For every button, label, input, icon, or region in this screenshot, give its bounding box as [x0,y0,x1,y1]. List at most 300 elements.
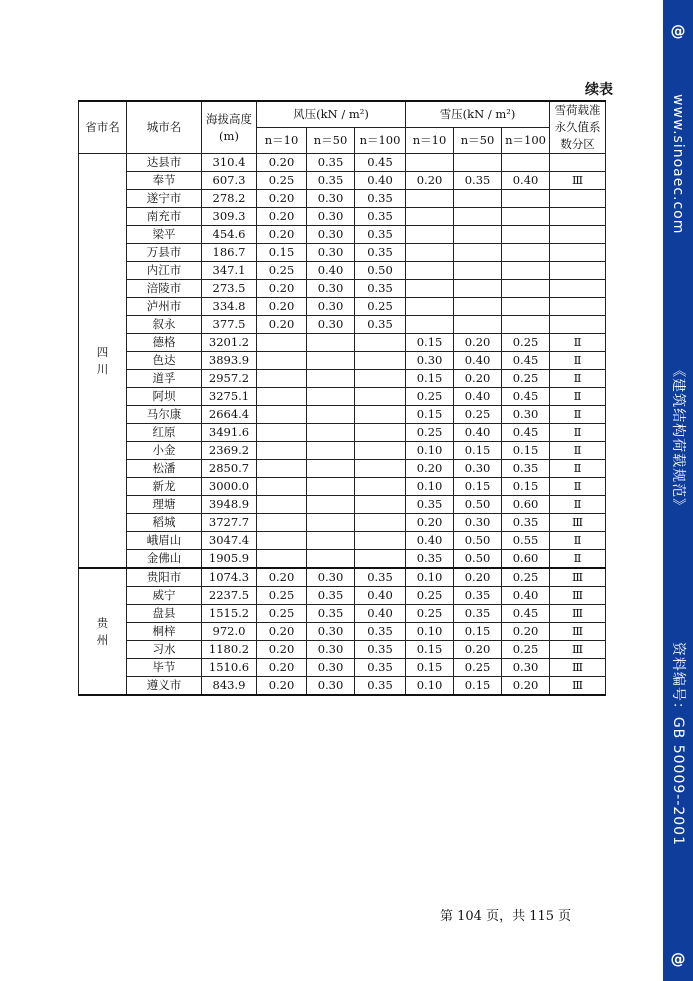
snow-n10-cell: 0.10 [406,442,454,460]
wind-n100-cell: 0.35 [355,280,406,298]
table-row [79,496,606,514]
snow-n100-cell [502,208,550,226]
snow-n100-cell: 0.45 [502,388,550,406]
table-row [79,316,606,334]
altitude-cell: 2369.2 [202,442,257,460]
city-cell: 遂宁市 [127,190,202,208]
header-altitude-line2: (m) [219,128,239,143]
wind-n50-cell: 0.30 [307,244,355,262]
altitude-cell: 3948.9 [202,496,257,514]
wind-n50-cell: 0.30 [307,280,355,298]
at-icon: @ [670,950,686,968]
altitude-cell: 1510.6 [202,659,257,677]
city-cell: 新龙 [127,478,202,496]
city-cell: 梁平 [127,226,202,244]
snow-n100-cell: 0.15 [502,478,550,496]
wind-n100-cell: 0.35 [355,190,406,208]
table-row [79,262,606,280]
altitude-cell: 2850.7 [202,460,257,478]
table-row [79,424,606,442]
wind-n10-cell [257,424,307,442]
snow-n100-cell: 0.25 [502,334,550,352]
city-cell: 理塘 [127,496,202,514]
wind-n50-cell [307,532,355,550]
header-wind-pressure: 风压(kN / m²) [257,101,406,128]
snow-n100-cell: 0.25 [502,641,550,659]
snow-n100-cell [502,226,550,244]
altitude-cell: 3000.0 [202,478,257,496]
wind-n10-cell [257,352,307,370]
city-cell: 贵阳市 [127,568,202,587]
book-title: 《建筑结构荷载规范》 [670,363,686,514]
snow-n100-cell: 0.45 [502,424,550,442]
wind-n100-cell [355,460,406,478]
snow-n100-cell [502,154,550,172]
province-char: 四 [96,344,109,359]
wind-n10-cell [257,460,307,478]
wind-n10-cell: 0.20 [257,568,307,587]
snow-n10-cell: 0.25 [406,605,454,623]
wind-n100-cell: 0.50 [355,262,406,280]
snow-n50-cell [454,154,502,172]
snow-n50-cell [454,298,502,316]
snow-zone-cell: Ⅲ [550,568,606,587]
snow-n50-cell: 0.15 [454,442,502,460]
snow-n50-cell [454,190,502,208]
wind-n10-cell: 0.20 [257,280,307,298]
header-snow-pressure: 雪压(kN / m²) [406,101,550,128]
table-body [79,154,606,696]
wind-n10-cell [257,532,307,550]
wind-n50-cell [307,496,355,514]
snow-n100-cell: 0.30 [502,406,550,424]
snow-n100-cell [502,280,550,298]
header-wind-n100: n＝100 [355,128,406,154]
altitude-cell: 972.0 [202,623,257,641]
snow-n10-cell [406,244,454,262]
city-cell: 涪陵市 [127,280,202,298]
table-row [79,208,606,226]
altitude-cell: 3491.6 [202,424,257,442]
wind-n10-cell: 0.20 [257,208,307,226]
wind-n50-cell: 0.30 [307,641,355,659]
snow-n100-cell [502,298,550,316]
province-char: 州 [96,632,109,647]
wind-n50-cell [307,514,355,532]
snow-n50-cell: 0.30 [454,460,502,478]
table-row [79,298,606,316]
snow-n50-cell: 0.25 [454,406,502,424]
snow-n50-cell [454,208,502,226]
wind-n50-cell [307,370,355,388]
load-table [78,100,606,696]
wind-n10-cell [257,334,307,352]
wind-n50-cell [307,352,355,370]
snow-n50-cell: 0.40 [454,352,502,370]
snow-zone-cell: Ⅲ [550,623,606,641]
table-row [79,605,606,623]
snow-zone-cell: Ⅱ [550,406,606,424]
snow-n100-cell: 0.20 [502,677,550,696]
snow-zone-cell: Ⅲ [550,641,606,659]
header-zone-line2: 永久值系 [554,120,601,134]
table-row [79,172,606,190]
table-row [79,352,606,370]
snow-n100-cell: 0.30 [502,659,550,677]
altitude-cell: 3275.1 [202,388,257,406]
snow-n50-cell: 0.30 [454,514,502,532]
altitude-cell: 3201.2 [202,334,257,352]
altitude-cell: 2237.5 [202,587,257,605]
snow-n10-cell: 0.15 [406,406,454,424]
altitude-cell: 1905.9 [202,550,257,569]
snow-zone-cell: Ⅲ [550,172,606,190]
snow-zone-cell: Ⅲ [550,605,606,623]
snow-n50-cell: 0.50 [454,550,502,569]
wind-n50-cell: 0.30 [307,677,355,696]
wind-n50-cell [307,550,355,569]
snow-zone-cell [550,262,606,280]
snow-zone-cell: Ⅲ [550,659,606,677]
altitude-cell: 454.6 [202,226,257,244]
altitude-cell: 1515.2 [202,605,257,623]
table-row [79,460,606,478]
wind-n50-cell: 0.30 [307,190,355,208]
wind-n100-cell: 0.35 [355,226,406,244]
snow-n50-cell [454,244,502,262]
snow-zone-cell: Ⅱ [550,442,606,460]
altitude-cell: 309.3 [202,208,257,226]
snow-n10-cell: 0.15 [406,370,454,388]
snow-n100-cell [502,262,550,280]
snow-n100-cell: 0.40 [502,587,550,605]
city-cell: 红原 [127,424,202,442]
wind-n50-cell: 0.30 [307,568,355,587]
snow-n100-cell: 0.15 [502,442,550,460]
snow-zone-cell: Ⅱ [550,388,606,406]
snow-n10-cell [406,280,454,298]
table-row [79,154,606,172]
wind-n10-cell [257,550,307,569]
header-snow-n100: n＝100 [502,128,550,154]
city-cell: 马尔康 [127,406,202,424]
snow-n10-cell: 0.15 [406,641,454,659]
snow-zone-cell [550,280,606,298]
snow-n100-cell: 0.25 [502,370,550,388]
snow-n10-cell [406,262,454,280]
altitude-cell: 1180.2 [202,641,257,659]
wind-n100-cell [355,442,406,460]
wind-n50-cell [307,388,355,406]
wind-n10-cell: 0.25 [257,605,307,623]
snow-n50-cell [454,316,502,334]
city-cell: 稻城 [127,514,202,532]
header-zone-line1: 雪荷载准 [554,103,601,117]
snow-n10-cell: 0.25 [406,587,454,605]
snow-n100-cell [502,190,550,208]
wind-n100-cell: 0.25 [355,298,406,316]
wind-n50-cell [307,478,355,496]
snow-n50-cell [454,262,502,280]
snow-n50-cell [454,280,502,298]
altitude-cell: 2957.2 [202,370,257,388]
website-label[interactable]: www.sinoaec.com [670,94,686,235]
city-cell: 色达 [127,352,202,370]
snow-n10-cell [406,154,454,172]
header-altitude [202,101,257,154]
city-cell: 德格 [127,334,202,352]
altitude-cell: 278.2 [202,190,257,208]
wind-n10-cell: 0.20 [257,641,307,659]
snow-n50-cell: 0.35 [454,587,502,605]
snow-n10-cell: 0.10 [406,623,454,641]
wind-n50-cell: 0.35 [307,605,355,623]
wind-n10-cell: 0.20 [257,298,307,316]
altitude-cell: 310.4 [202,154,257,172]
table-row [79,226,606,244]
wind-n50-cell: 0.35 [307,154,355,172]
snow-n50-cell: 0.15 [454,623,502,641]
wind-n10-cell: 0.25 [257,587,307,605]
snow-n50-cell: 0.50 [454,496,502,514]
sidebar-vertical-text [667,90,689,850]
table-row [79,280,606,298]
wind-n100-cell: 0.35 [355,659,406,677]
snow-zone-cell [550,154,606,172]
wind-n10-cell: 0.20 [257,659,307,677]
snow-zone-cell [550,298,606,316]
wind-n100-cell [355,532,406,550]
snow-zone-cell: Ⅱ [550,496,606,514]
table-row [79,677,606,696]
snow-zone-cell: Ⅲ [550,677,606,696]
city-cell: 叙永 [127,316,202,334]
snow-n50-cell [454,226,502,244]
snow-n100-cell: 0.25 [502,568,550,587]
snow-zone-cell: Ⅱ [550,370,606,388]
at-icon: @ [670,22,686,40]
snow-n10-cell: 0.35 [406,550,454,569]
table-row [79,550,606,569]
snow-zone-cell [550,190,606,208]
snow-n100-cell: 0.45 [502,352,550,370]
wind-n10-cell [257,514,307,532]
altitude-cell: 186.7 [202,244,257,262]
province-cell [79,154,127,569]
snow-zone-cell: Ⅲ [550,514,606,532]
wind-n10-cell: 0.20 [257,623,307,641]
city-cell: 金佛山 [127,550,202,569]
city-cell: 道孚 [127,370,202,388]
table-row [79,370,606,388]
table-row [79,623,606,641]
snow-zone-cell [550,316,606,334]
city-cell: 阿坝 [127,388,202,406]
snow-n10-cell: 0.10 [406,478,454,496]
wind-n50-cell: 0.30 [307,623,355,641]
snow-n10-cell [406,190,454,208]
snow-n100-cell [502,316,550,334]
snow-n100-cell: 0.40 [502,172,550,190]
wind-n100-cell [355,334,406,352]
header-city: 城市名 [127,101,202,154]
header-snow-n50: n＝50 [454,128,502,154]
snow-n10-cell [406,298,454,316]
snow-n10-cell: 0.25 [406,424,454,442]
snow-n50-cell: 0.15 [454,478,502,496]
wind-n50-cell: 0.30 [307,316,355,334]
snow-n50-cell: 0.50 [454,532,502,550]
snow-n100-cell: 0.35 [502,514,550,532]
snow-n100-cell: 0.60 [502,550,550,569]
continued-label: 续表 [585,82,613,98]
city-cell: 峨眉山 [127,532,202,550]
table-row [79,514,606,532]
wind-n100-cell: 0.40 [355,587,406,605]
snow-n10-cell: 0.10 [406,677,454,696]
document-number: 资料编号：GB 50009--2001 [670,641,686,846]
snow-n100-cell: 0.60 [502,496,550,514]
altitude-cell: 334.8 [202,298,257,316]
wind-n100-cell [355,352,406,370]
wind-n50-cell: 0.30 [307,659,355,677]
snow-n10-cell [406,226,454,244]
wind-n100-cell [355,406,406,424]
wind-n10-cell: 0.25 [257,262,307,280]
snow-zone-cell: Ⅱ [550,424,606,442]
wind-n10-cell [257,442,307,460]
table-row [79,244,606,262]
snow-zone-cell [550,244,606,262]
snow-zone-cell: Ⅱ [550,460,606,478]
snow-n10-cell [406,208,454,226]
snow-n10-cell: 0.15 [406,334,454,352]
table-row [79,532,606,550]
city-cell: 毕节 [127,659,202,677]
city-cell: 达县市 [127,154,202,172]
table-row [79,190,606,208]
snow-n100-cell: 0.45 [502,605,550,623]
city-cell: 泸州市 [127,298,202,316]
snow-n100-cell: 0.20 [502,623,550,641]
city-cell: 万县市 [127,244,202,262]
wind-n10-cell: 0.20 [257,226,307,244]
wind-n100-cell [355,424,406,442]
snow-zone-cell [550,208,606,226]
wind-n100-cell: 0.40 [355,605,406,623]
snow-n10-cell: 0.35 [406,496,454,514]
city-cell: 内江市 [127,262,202,280]
wind-n10-cell: 0.25 [257,172,307,190]
snow-n50-cell: 0.35 [454,172,502,190]
altitude-cell: 273.5 [202,280,257,298]
snow-zone-cell: Ⅱ [550,352,606,370]
snow-zone-cell: Ⅱ [550,478,606,496]
wind-n10-cell: 0.20 [257,154,307,172]
province-cell [79,568,127,695]
snow-n10-cell: 0.20 [406,460,454,478]
altitude-cell: 2664.4 [202,406,257,424]
snow-n10-cell: 0.20 [406,514,454,532]
wind-n100-cell: 0.35 [355,641,406,659]
wind-n100-cell: 0.45 [355,154,406,172]
altitude-cell: 843.9 [202,677,257,696]
altitude-cell: 3047.4 [202,532,257,550]
wind-n100-cell: 0.40 [355,172,406,190]
wind-n100-cell: 0.35 [355,316,406,334]
snow-n50-cell: 0.20 [454,370,502,388]
table-row [79,388,606,406]
snow-n10-cell: 0.20 [406,172,454,190]
snow-n100-cell: 0.35 [502,460,550,478]
wind-n100-cell [355,478,406,496]
header-snow-n10: n＝10 [406,128,454,154]
wind-n100-cell: 0.35 [355,244,406,262]
header-wind-n50: n＝50 [307,128,355,154]
snow-n50-cell: 0.40 [454,388,502,406]
altitude-cell: 3893.9 [202,352,257,370]
altitude-cell: 607.3 [202,172,257,190]
wind-n50-cell [307,334,355,352]
snow-n10-cell: 0.25 [406,388,454,406]
header-wind-n10: n＝10 [257,128,307,154]
wind-n50-cell [307,406,355,424]
wind-n10-cell [257,370,307,388]
city-cell: 遵义市 [127,677,202,696]
snow-n100-cell: 0.55 [502,532,550,550]
table-row [79,334,606,352]
wind-n10-cell [257,406,307,424]
snow-n100-cell [502,244,550,262]
snow-zone-cell: Ⅱ [550,532,606,550]
snow-n50-cell: 0.40 [454,424,502,442]
table-row [79,406,606,424]
snow-n50-cell: 0.25 [454,659,502,677]
wind-n50-cell: 0.35 [307,172,355,190]
snow-n10-cell: 0.10 [406,568,454,587]
altitude-cell: 347.1 [202,262,257,280]
table-row [79,568,606,587]
wind-n50-cell: 0.30 [307,298,355,316]
wind-n100-cell: 0.35 [355,677,406,696]
snow-n10-cell: 0.30 [406,352,454,370]
table-row [79,442,606,460]
snow-n10-cell: 0.40 [406,532,454,550]
wind-n10-cell [257,388,307,406]
snow-zone-cell: Ⅱ [550,550,606,569]
wind-n50-cell [307,424,355,442]
city-cell: 威宁 [127,587,202,605]
city-cell: 桐梓 [127,623,202,641]
wind-n10-cell: 0.20 [257,677,307,696]
wind-n10-cell: 0.20 [257,316,307,334]
table-row [79,478,606,496]
altitude-cell: 1074.3 [202,568,257,587]
wind-n50-cell: 0.30 [307,226,355,244]
wind-n100-cell [355,514,406,532]
snow-n50-cell: 0.15 [454,677,502,696]
snow-n50-cell: 0.20 [454,334,502,352]
snow-n10-cell [406,316,454,334]
snow-zone-cell [550,226,606,244]
province-char: 贵 [96,615,109,630]
wind-n100-cell [355,496,406,514]
table-row [79,659,606,677]
page-footer: 第 104 页，共 115 页 [440,909,572,924]
sidebar [663,0,693,981]
snow-zone-cell: Ⅲ [550,587,606,605]
snow-n50-cell: 0.35 [454,605,502,623]
